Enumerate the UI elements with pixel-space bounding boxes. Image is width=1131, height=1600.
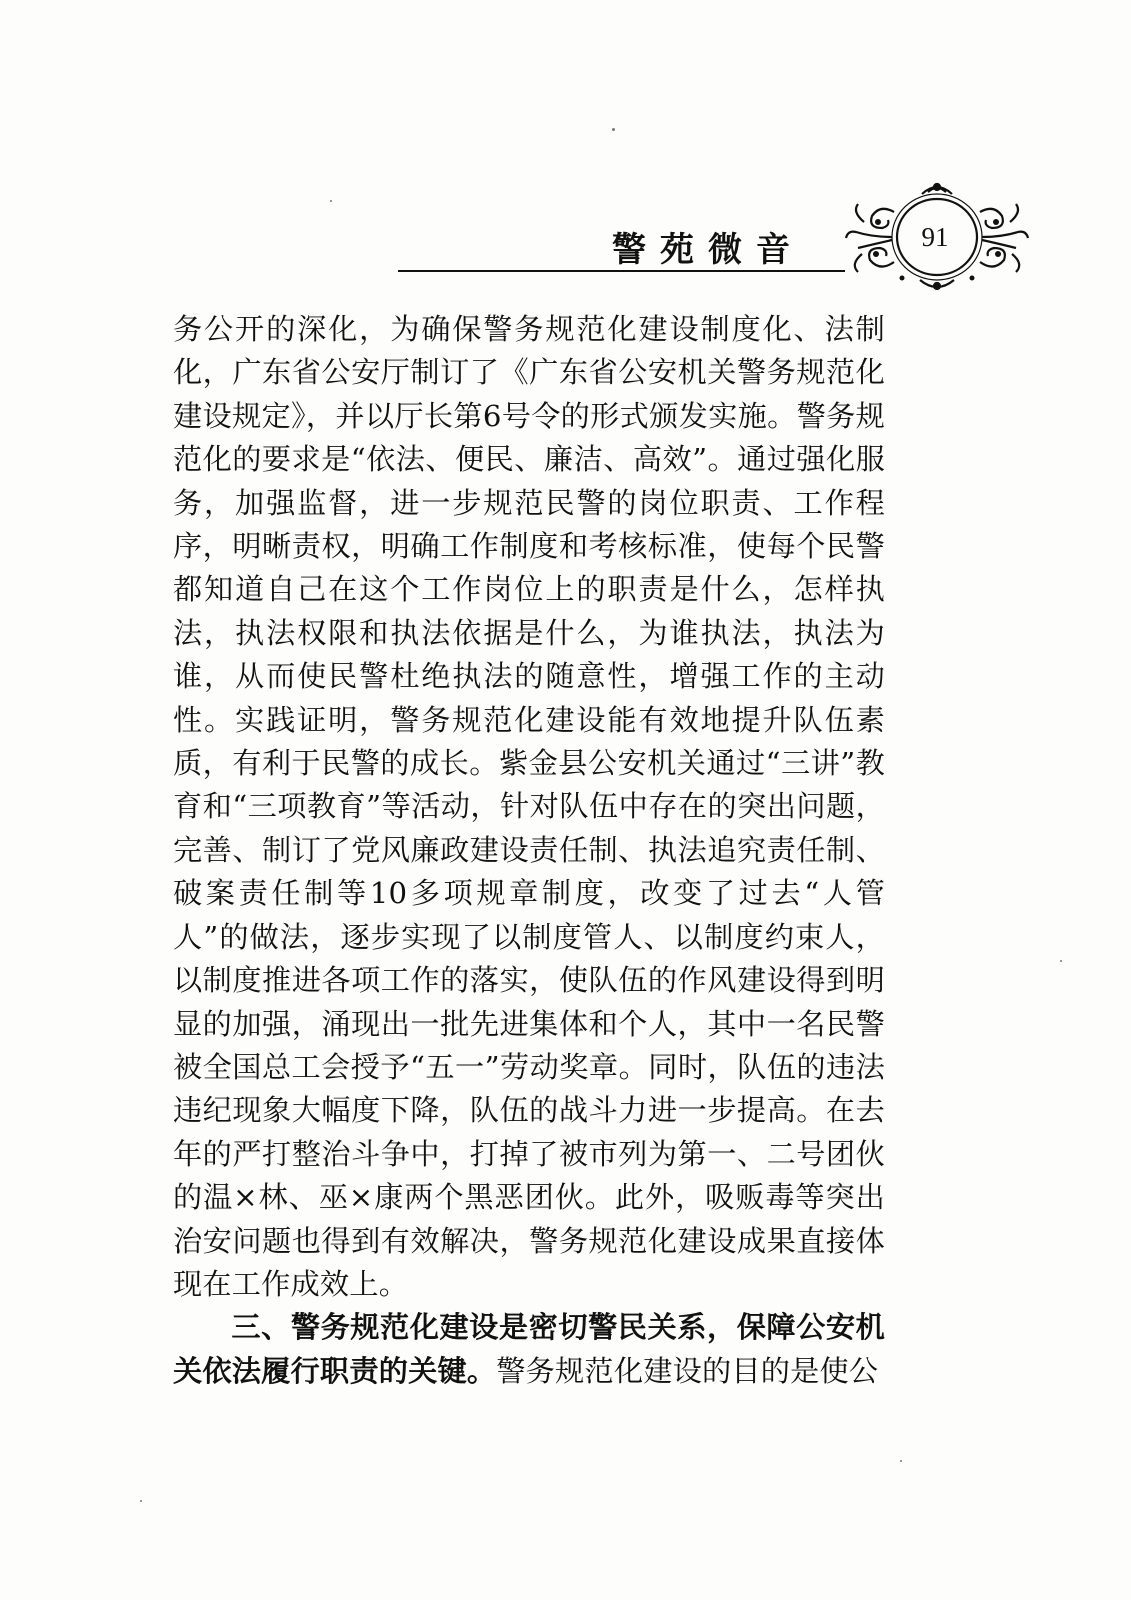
- scan-speck: [1060, 960, 1062, 962]
- scan-speck: [140, 1500, 142, 1502]
- scan-speck: [900, 1460, 902, 1462]
- paragraph-1: 务公开的深化，为确保警务规范化建设制度化、法制化，广东省公安厅制订了《广东省公安机关警务规范化建设规定》，并以厅长第6号令的形式颁发实施。警务规范化的要求是“依法、便民、廉洁、高效”。通过强化服务，加强监督，进一步规范民警的岗位职责、工作程序，明晰责权，明确工作制度和考核标准，使每个民警都知道自己在这个工作岗位上的职责是什么，怎样执法，执法权限和执法依据是什么，为谁执法，执法为谁，从而使民警杜绝执法的随意性，增强工作的主动性。实践证明，警务规范化建设能有效地提升队伍素质，有利于民警的成长。紫金县公安机关通过“三讲”教育和“三项教育”等活动，针对队伍中存在的突出问题，完善、制订了党风廉政建设责任制、执法追究责任制、破案责任制等10多项规章制度，改变了过去“人管人”的做法，逐步实现了以制度管人、以制度约束人，以制度推进各项工作的落实，使队伍的作风建设得到明显的加强，涌现出一批先进集体和个人，其中一名民警被全国总工会授予“五一”劳动奖章。同时，队伍的违法违纪现象大幅度下降，队伍的战斗力进一步提高。在去年的严打整治斗争中，打掉了被市列为第一、二号团伙的温×林、巫×康两个黑恶团伙。此外，吸贩毒等突出治安问题也得到有效解决，警务规范化建设成果直接体现在工作成效上。: [173, 312, 885, 1301]
- scan-speck: [612, 128, 615, 131]
- paragraph-2-text: 警务规范化建设的目的是使公: [496, 1353, 879, 1388]
- running-title: 警苑微音: [612, 230, 804, 270]
- paragraph-2-bold-heading: 三、警务规范化建设是密切警民关系，保障公安机关依法履行职责的关键。: [173, 1310, 885, 1388]
- body-text: [173, 308, 885, 1393]
- scan-speck: [330, 200, 332, 202]
- page-number: 91: [921, 222, 949, 252]
- paragraph-2: [173, 1306, 885, 1393]
- header-rule: [398, 270, 845, 272]
